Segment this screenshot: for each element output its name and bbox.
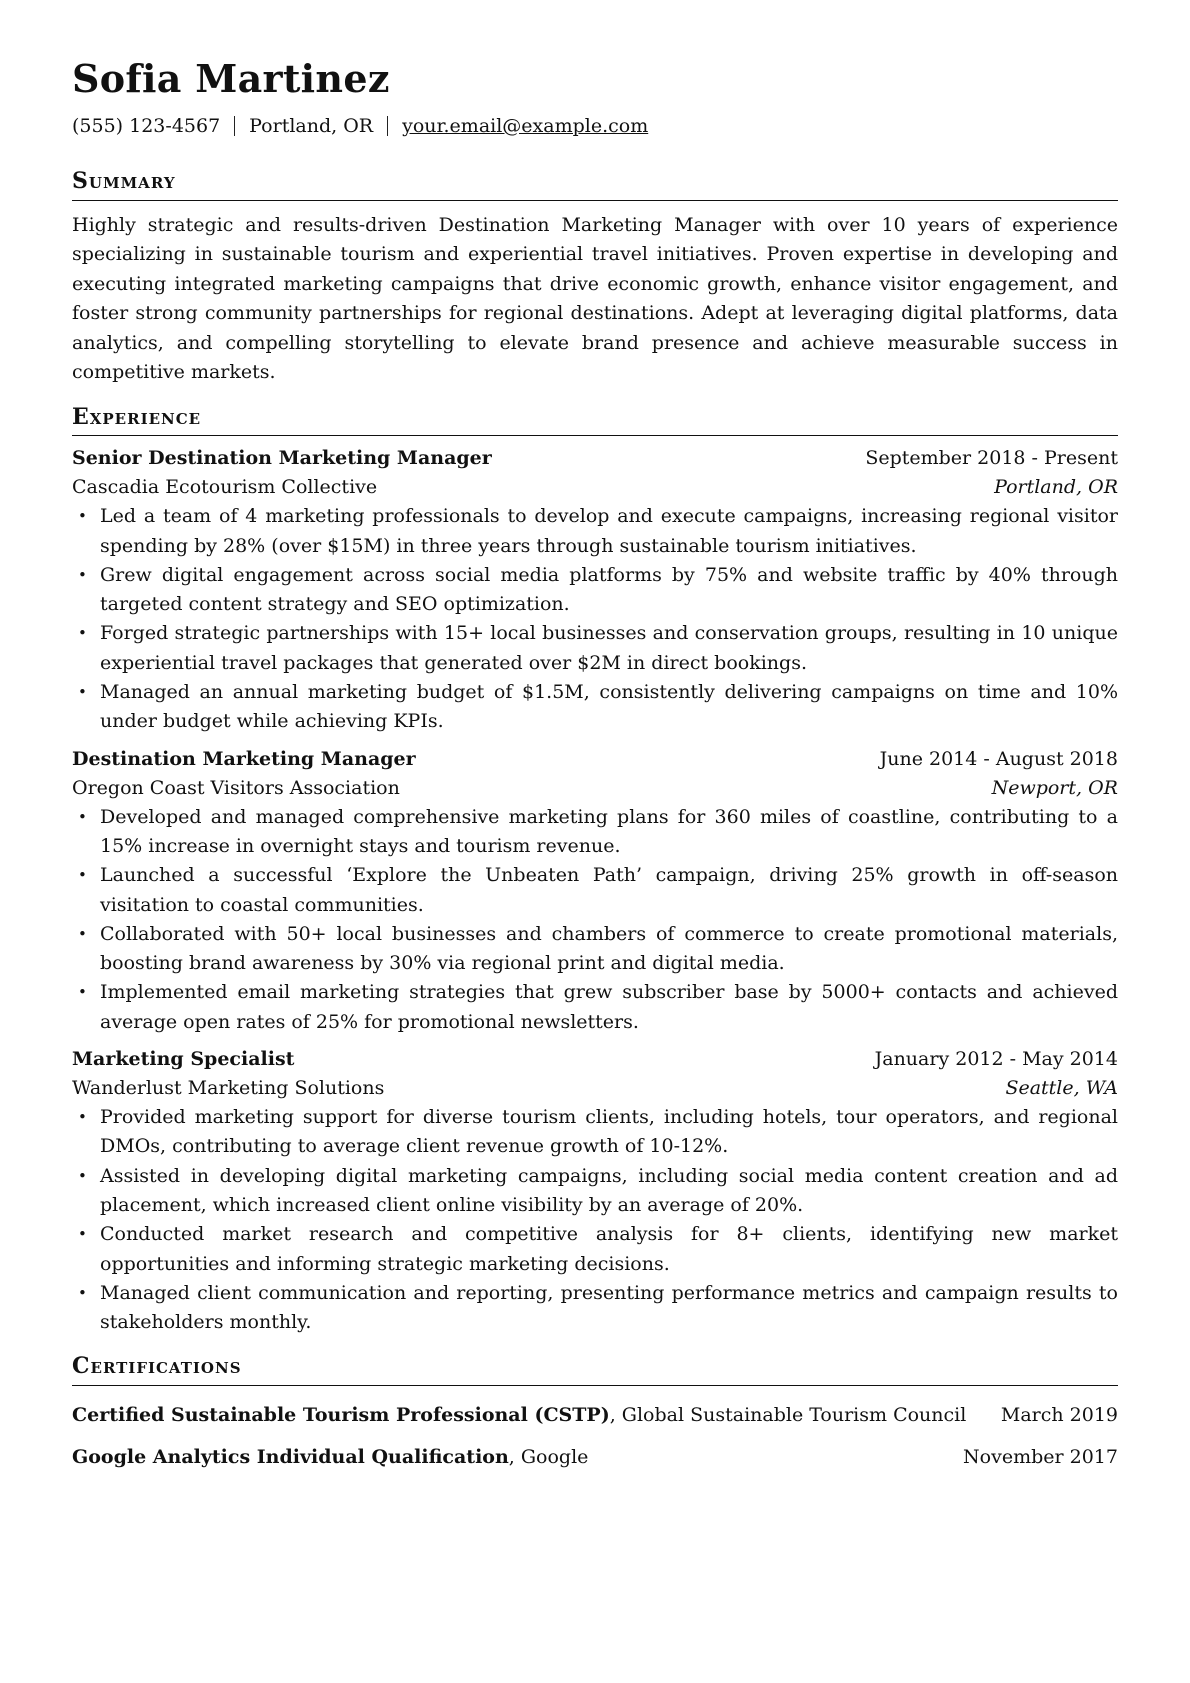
certification-date: November 2017 bbox=[963, 1445, 1118, 1468]
bullet-item: • Managed client communication and reporting, presenting performance metrics and campaign results to stakeholders monthly. bbox=[72, 1279, 1118, 1338]
phone-number: (555) 123-4567 bbox=[72, 114, 221, 137]
certification-issuer: Google bbox=[520, 1445, 589, 1468]
job-dates: June 2014 - August 2018 bbox=[879, 747, 1118, 770]
summary-section bbox=[72, 168, 1118, 387]
company-name: Oregon Coast Visitors Association bbox=[72, 776, 400, 799]
job-title: Senior Destination Marketing Manager bbox=[72, 447, 492, 470]
certification-name: Google Analytics Individual Qualification bbox=[72, 1445, 509, 1468]
contact-separator bbox=[234, 116, 235, 136]
experience-section bbox=[72, 404, 1118, 1338]
job-location: Newport, OR bbox=[991, 776, 1118, 799]
contact-line bbox=[72, 114, 1118, 139]
job-bullets bbox=[72, 502, 1118, 736]
bullet-item: • Forged strategic partnerships with 15+ local businesses and conservation groups, resulting in 10 unique experiential travel packages that generated over $2M in direct bookings. bbox=[72, 619, 1118, 678]
certification-item bbox=[72, 1394, 1118, 1436]
bullet-item: • Led a team of 4 marketing professionals to develop and execute campaigns, increasing regional visitor spending by 28% (over $15M) in three years through sustainable tourism initiatives. bbox=[72, 502, 1118, 561]
job-dates: September 2018 - Present bbox=[865, 447, 1118, 470]
email-link[interactable]: your.email@example.com bbox=[402, 114, 649, 137]
job-title: Marketing Specialist bbox=[72, 1048, 295, 1071]
job-title: Destination Marketing Manager bbox=[72, 747, 416, 770]
bullet-item: • Grew digital engagement across social media platforms by 75% and website traffic by 40% through targeted content strategy and SEO optimization. bbox=[72, 561, 1118, 620]
contact-separator bbox=[387, 116, 388, 136]
company-name: Cascadia Ecotourism Collective bbox=[72, 476, 378, 499]
certification-text: Certified Sustainable Tourism Professional (CSTP), Global Sustainable Tourism Council bbox=[72, 1403, 967, 1426]
candidate-name: Sofia Martinez bbox=[72, 56, 390, 101]
section-title-summary: Summary bbox=[72, 168, 1118, 200]
bullet-item: • Launched a successful ‘Explore the Unbeaten Path’ campaign, driving 25% growth in off-season visitation to coastal communities. bbox=[72, 861, 1118, 920]
job-bullets bbox=[72, 803, 1118, 1037]
certification-date: March 2019 bbox=[1000, 1403, 1118, 1426]
certification-name: Certified Sustainable Tourism Professional (CSTP) bbox=[72, 1403, 610, 1426]
summary-text: Highly strategic and results-driven Destination Marketing Manager with over 10 years of experience specializing in sustainable tourism and experiential travel initiatives. Proven expertise in developing and executing integrated marketing campaigns that drive economic growth, enhance visitor engagement, and foster strong community partnerships for regional destinations. Adept at leveraging digital platforms, data analytics, and compelling storytelling to elevate brand presence and achieve measurable success in competitive markets. bbox=[72, 213, 1118, 384]
bullet-item: • Collaborated with 50+ local businesses and chambers of commerce to create promotional materials, boosting brand awareness by 30% via regional print and digital media. bbox=[72, 920, 1118, 979]
job-entry bbox=[72, 1045, 1118, 1337]
bullet-item: • Conducted market research and competitive analysis for 8+ clients, identifying new market opportunities and informing strategic marketing decisions. bbox=[72, 1220, 1118, 1279]
certification-list bbox=[72, 1394, 1118, 1478]
job-dates: January 2012 - May 2014 bbox=[874, 1048, 1118, 1071]
section-title-certifications: Certifications bbox=[72, 1353, 1118, 1385]
certification-item bbox=[72, 1436, 1118, 1478]
section-title-experience: Experience bbox=[72, 404, 1118, 436]
job-entry bbox=[72, 745, 1118, 1037]
bullet-item: • Developed and managed comprehensive marketing plans for 360 miles of coastline, contributing to a 15% increase in overnight stays and tourism revenue. bbox=[72, 803, 1118, 862]
certification-text: Google Analytics Individual Qualification, Google bbox=[72, 1445, 589, 1468]
company-name: Wanderlust Marketing Solutions bbox=[72, 1077, 385, 1100]
bullet-item: • Assisted in developing digital marketing campaigns, including social media content creation and ad placement, which increased client online visibility by an average of 20%. bbox=[72, 1162, 1118, 1221]
job-location: Portland, OR bbox=[994, 476, 1118, 499]
job-location: Seattle, WA bbox=[1005, 1077, 1118, 1100]
job-bullets bbox=[72, 1103, 1118, 1337]
bullet-item: • Provided marketing support for diverse tourism clients, including hotels, tour operators, and regional DMOs, contributing to average client revenue growth of 10-12%. bbox=[72, 1103, 1118, 1162]
bullet-item: • Implemented email marketing strategies that grew subscriber base by 5000+ contacts and achieved average open rates of 25% for promotional newsletters. bbox=[72, 978, 1118, 1037]
bullet-item: • Managed an annual marketing budget of $1.5M, consistently delivering campaigns on time and 10% under budget while achieving KPIs. bbox=[72, 678, 1118, 737]
job-entry bbox=[72, 444, 1118, 736]
certifications-section bbox=[72, 1353, 1118, 1477]
location: Portland, OR bbox=[249, 114, 374, 137]
certification-issuer: Global Sustainable Tourism Council bbox=[621, 1403, 967, 1426]
